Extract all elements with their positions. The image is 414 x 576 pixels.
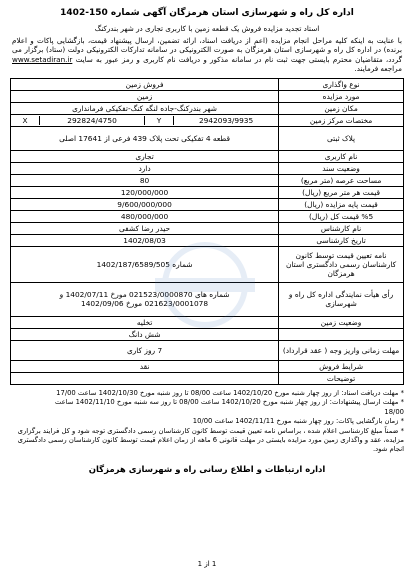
expert-name-label: نام کارشناس — [279, 222, 404, 234]
spec-row-land-status — [11, 316, 404, 328]
vote-value-line1: شماره های 021523/0000870 مورخ 1402/07/11 و — [59, 290, 230, 300]
spec-row-vote — [11, 282, 404, 316]
share-value: شش دانگ — [11, 328, 279, 340]
sale-cond-value: نقد — [11, 360, 279, 372]
usage-value: تجاری — [11, 150, 279, 162]
area-label: مساحت عرصه (متر مربع) — [279, 174, 404, 186]
note-opening-time: * زمان بازگشایی پاکات: روز چهار شنبه مورخ 1402/11/11 ساعت 10/00 — [192, 417, 404, 426]
spec-row-subject — [11, 90, 404, 102]
spec-row-expert-name — [11, 222, 404, 234]
note-proposal-time: 18/00 — [384, 407, 404, 416]
sqm-price-label: قیمت هر متر مربع (ریال) — [279, 186, 404, 198]
vote-label: رأی هیأت نمایندگی اداره کل راه و شهرسازی — [279, 282, 404, 316]
intro-paragraph: با عنایت به اینکه کلیه مراحل انجام مزایده (اعم از دریافت اسناد، ارائه تضمین، ارسال پیشنهاد قیمت، بازگشایی پاکات و اعلام برنده) در اداره کل راه و شهرسازی استان هرمزگان به صورت الکترونیکی در سامانه تدارکات الکترونیکی دولت (ستاد) برگزار می گردد، متقاضیان محترم بایستی جهت ثبت نام در سامانه مذکور و دریافت نام کاربری و رمز عبور به سایت — [12, 35, 402, 64]
intro-end: مراجعه فرمایند. — [354, 64, 402, 74]
land-status-value: تخلیه — [11, 316, 279, 328]
note-proposal-text: * مهلت ارسال پیشنهادات: از روز چهار شنبه مورخ 1402/10/20 ساعت 08/00 تا روز سه شنبه مورخ 1402/11/10 ساعت — [54, 398, 404, 407]
five-pct-value: 480/000/000 — [11, 210, 279, 222]
spec-row-expert-date — [11, 234, 404, 246]
type-value: فروش زمین — [11, 78, 279, 90]
spec-row-area — [11, 174, 404, 186]
payment-label: مهلت زمانی واریز وجه ( عقد قرارداد) — [279, 340, 404, 360]
spec-row-five-pct — [11, 210, 404, 222]
coord-x-axis: X — [22, 115, 28, 125]
expert-name-value: حیدر رضا کشفی — [11, 222, 279, 234]
five-pct-label: %5 قیمت کل (ریال) — [279, 210, 404, 222]
spec-row-share — [11, 328, 404, 340]
plak-label: پلاک ثبتی — [279, 126, 404, 150]
plak-value: قطعه 4 تفکیکی تحت پلاک 439 فرعی از 17641 اصلی — [11, 126, 279, 150]
spec-row-location — [11, 102, 404, 114]
intro-heading: استاد تجدید مزایده فروش یک قطعه زمین با کاربری تجاری در شهر بندرکنگ — [94, 24, 320, 33]
coords-value — [11, 114, 279, 126]
area-value: 80 — [11, 174, 279, 186]
coord-y-value: 2942093/9935 — [173, 116, 278, 125]
type-label: نوع واگذاری — [279, 78, 404, 90]
specs-table — [10, 78, 404, 385]
share-label — [279, 328, 404, 340]
payment-value: 7 روز کاری — [11, 340, 279, 360]
spec-row-doc — [11, 162, 404, 174]
desc-label: توضیحات — [279, 372, 404, 384]
vote-value — [11, 282, 279, 316]
notes-section — [10, 389, 404, 455]
intro-text — [12, 24, 402, 74]
note-proposal-deadline — [10, 398, 404, 407]
usage-label: نام کاربری — [279, 150, 404, 162]
location-value: شهر بندرکنگ-جاده لنگه کنگ-تفکیکی فرمانداری — [11, 102, 279, 114]
vote-value-line2: 021623/0001078 مورخ 1402/09/06 — [81, 299, 209, 309]
sqm-price-value: 120/000/000 — [11, 186, 279, 198]
page-number: 1 از 1 — [197, 560, 217, 568]
desc-value — [11, 372, 279, 384]
spec-row-appoint — [11, 246, 404, 282]
coords-label: مختصات مرکز زمین — [279, 114, 404, 126]
spec-row-base-price — [11, 198, 404, 210]
spec-row-type — [11, 78, 404, 90]
setad-link[interactable]: www.setadiran.ir — [12, 54, 73, 64]
note-documents-deadline: * مهلت دریافت اسناد: از روز چهار شنبه مورخ 1402/10/20 ساعت 08/00 تا روز شنبه مورخ 1402/10/30 ساعت 17/00 — [56, 388, 404, 397]
appoint-label: نامه تعیین قیمت توسط کانون کارشناسان رسمی دادگستری استان هرمزگان — [279, 246, 404, 282]
spec-row-payment — [11, 340, 404, 360]
subject-value: زمین — [11, 90, 279, 102]
subject-label: مورد مزایده — [279, 90, 404, 102]
doc-value: دارد — [11, 162, 279, 174]
appoint-value: شماره 1402/187/6589/505 — [11, 246, 279, 282]
spec-row-sqm-price — [11, 186, 404, 198]
note-expert-clause: * ضمناً مبلغ کارشناسی اعلام شده ، براساس نامه تعیین قیمت توسط کانون کارشناسان رسمی دادگستری توجه شود و کل فرایند برگزاری مزایده، عقد و واگذاری زمین مورد مزایده بایستی در مهلت قانونی 6 ماهه از زمان اعلام قیمت توسط کانون کارشناسان رسمی دادگستری انجام شود. — [17, 426, 404, 454]
doc-label: وضعیت سند — [279, 162, 404, 174]
coord-x-value: 292824/4750 — [39, 116, 144, 125]
expert-date-label: تاریخ کارشناسی — [279, 234, 404, 246]
document-title: اداره کل راه و شهرسازی استان هرمزگان آگهی شماره 150-1402 — [60, 8, 354, 18]
coord-y-axis: Y — [144, 116, 173, 125]
expert-date-value: 1402/08/03 — [11, 234, 279, 246]
spec-row-plak — [11, 126, 404, 150]
footer-org: اداره ارتباطات و اطلاع رسانی راه و شهرسازی هرمزگان — [88, 464, 326, 475]
base-price-label: قیمت پایه مزایده (ریال) — [279, 198, 404, 210]
sale-cond-label: شرایط فروش — [279, 360, 404, 372]
spec-row-sale-cond — [11, 360, 404, 372]
location-label: مکان زمین — [279, 102, 404, 114]
land-status-label: وضعیت زمین — [279, 316, 404, 328]
spec-row-coords — [11, 114, 404, 126]
spec-row-desc — [11, 372, 404, 384]
spec-row-usage — [11, 150, 404, 162]
base-price-value: 9/600/000/000 — [11, 198, 279, 210]
